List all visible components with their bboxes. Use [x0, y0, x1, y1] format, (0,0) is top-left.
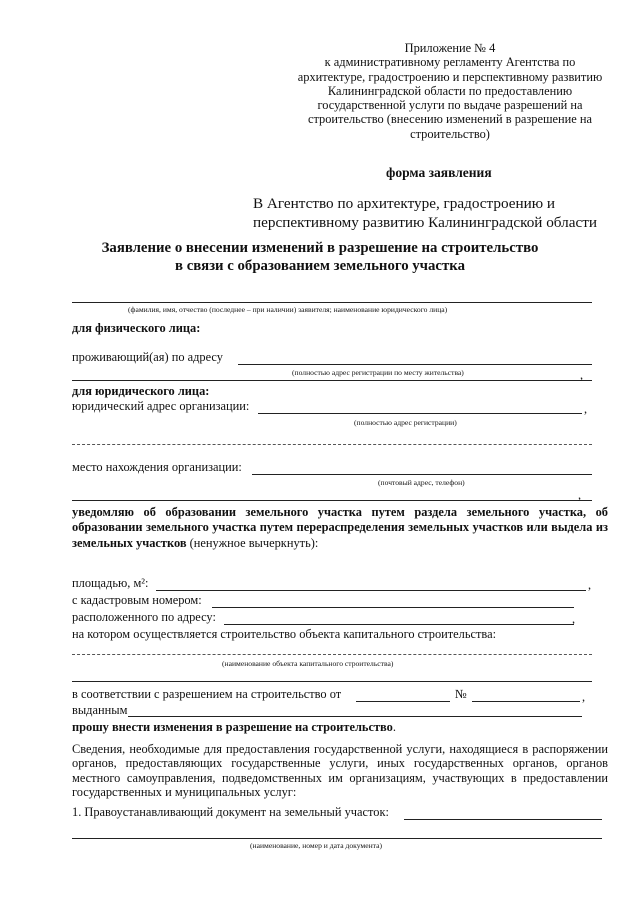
individual-heading: для физического лица: — [72, 321, 201, 335]
annex-line: строительство) — [410, 126, 490, 141]
permit-number-label: № — [455, 687, 467, 701]
legal-address-label: юридический адрес организации: — [72, 399, 250, 413]
applicant-name-field[interactable] — [72, 302, 592, 303]
legal-address-field-2[interactable] — [72, 444, 592, 445]
organization-location-caption: (почтовый адрес, телефон) — [378, 478, 465, 487]
comma: , — [582, 690, 586, 704]
annex-line: государственной услуги по выдаче разрешений на — [317, 98, 583, 113]
title-document-label: 1. Правоустанавливающий документ на земельный участок: — [72, 805, 389, 819]
title-line: Заявление о внесении изменений в разрешение на строительство — [101, 240, 539, 256]
annex-header — [285, 41, 615, 141]
residence-address-field-2[interactable] — [72, 380, 592, 381]
permit-date-field[interactable] — [356, 701, 450, 702]
organization-location-field-2[interactable] — [72, 500, 592, 501]
title-document-field-2[interactable] — [72, 838, 602, 839]
construction-object-caption: (наименование объекта капитального строительства) — [222, 659, 394, 668]
form-label: форма заявления — [386, 165, 492, 180]
residence-address-caption: (полностью адрес регистрации по месту жительства) — [292, 368, 464, 377]
annex-line: архитектуре, градостроению и перспективному развитию — [297, 69, 603, 84]
info-paragraph: Сведения, необходимые для предоставления государственной услуги, находящиеся в распоряжении органов, предоставляющих государственные услуги, иных государственных органов, органов местного самоуправления, подведомственных им организациям, участвующих в предоставлении государственных и муниципальных услуг: — [72, 742, 608, 799]
cadastral-number-field[interactable] — [212, 607, 574, 608]
notice-note: (ненужное вычеркнуть): — [186, 535, 319, 550]
document-title — [60, 240, 580, 275]
organization-location-field[interactable] — [252, 474, 592, 475]
title-document-caption: (наименование, номер и дата документа) — [250, 841, 382, 850]
issued-by-field[interactable] — [128, 716, 582, 717]
addressee-line: перспективному развитию Калининградской области — [253, 214, 597, 231]
title-line: в связи с образованием земельного участка — [175, 257, 465, 274]
annex-line: Калининградской области по предоставлению — [327, 83, 573, 98]
comma: , — [588, 578, 592, 592]
cadastral-number-label: с кадастровым номером: — [72, 593, 202, 607]
request-end: . — [392, 720, 396, 734]
area-field[interactable] — [156, 590, 586, 591]
request-text: прошу внести изменения в разрешение на строительство — [72, 720, 393, 734]
addressee-line: В Агентство по архитектуре, градостроению и — [253, 195, 556, 212]
comma: , — [578, 488, 582, 502]
notice-paragraph — [72, 505, 608, 551]
annex-line: к административному регламенту Агентства по — [324, 55, 576, 70]
permit-reference-label: в соответствии с разрешением на строительство от — [72, 687, 342, 701]
addressee-block — [253, 194, 597, 232]
annex-line: строительство (внесению изменений в разрешение на — [307, 112, 593, 127]
construction-object-field[interactable] — [72, 654, 592, 655]
comma: , — [584, 402, 588, 416]
construction-object-label: на котором осуществляется строительство объекта капитального строительства: — [72, 627, 497, 641]
plot-address-label: расположенного по адресу: — [72, 610, 216, 624]
comma: , — [580, 368, 584, 382]
area-label: площадью, м²: — [72, 576, 149, 590]
plot-address-field[interactable] — [224, 624, 574, 625]
title-document-field[interactable] — [404, 819, 602, 820]
residence-address-field[interactable] — [238, 364, 592, 365]
request-statement — [72, 720, 396, 735]
permit-number-field[interactable] — [472, 701, 580, 702]
legal-address-caption: (полностью адрес регистрации) — [354, 418, 457, 427]
construction-object-field-2[interactable] — [72, 681, 592, 682]
legal-address-field[interactable] — [258, 413, 582, 414]
issued-by-label: выданным — [72, 703, 128, 717]
organization-location-label: место нахождения организации: — [72, 460, 242, 474]
notice-text: уведомляю об образовании земельного участка путем раздела земельного участка, об образовании земельного участка путем перераспределения земельных участков или выдела из земельных участков — [72, 505, 608, 550]
residence-address-label: проживающий(ая) по адресу — [72, 350, 223, 364]
legal-entity-heading: для юридического лица: — [72, 384, 210, 398]
applicant-name-caption: (фамилия, имя, отчество (последнее – при наличии) заявителя; наименование юридического лица) — [128, 305, 448, 314]
annex-line: Приложение № 4 — [404, 41, 496, 55]
comma: , — [572, 612, 576, 626]
